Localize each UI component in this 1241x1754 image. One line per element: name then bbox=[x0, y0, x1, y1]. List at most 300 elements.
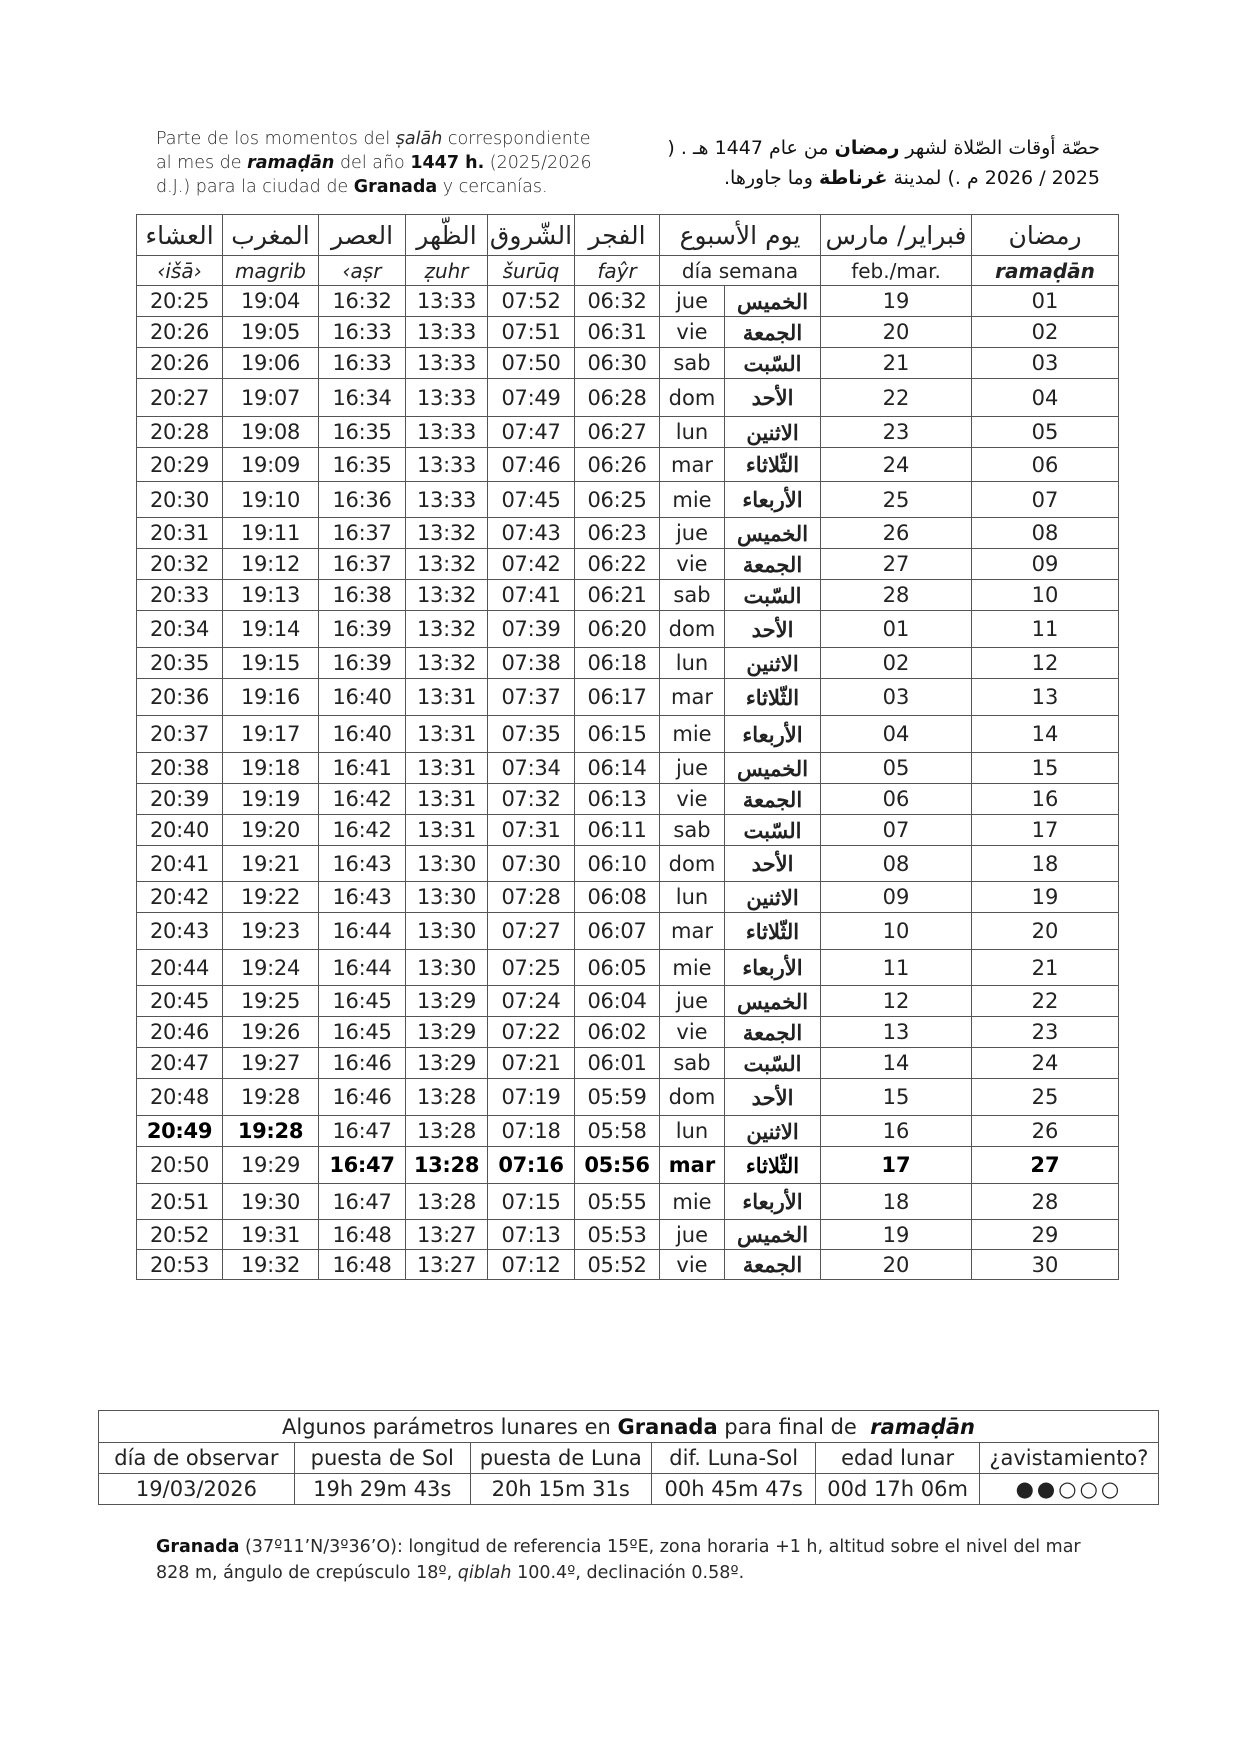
ramadan-day: 07 bbox=[972, 482, 1119, 518]
ramadan-day: 20 bbox=[972, 913, 1119, 950]
table-row bbox=[137, 286, 1119, 317]
febmar-day: 15 bbox=[821, 1079, 972, 1116]
asr-time: 16:45 bbox=[319, 986, 406, 1017]
shuruq-time: 07:34 bbox=[488, 753, 575, 784]
ramadan-day: 24 bbox=[972, 1048, 1119, 1079]
ramadan-day: 25 bbox=[972, 1079, 1119, 1116]
asr-time: 16:33 bbox=[319, 317, 406, 348]
febmar-day: 16 bbox=[821, 1116, 972, 1147]
isha-time: 20:53 bbox=[137, 1250, 223, 1280]
febmar-day: 28 bbox=[821, 580, 972, 611]
weekday-ar: الثّلاثاء bbox=[725, 1147, 821, 1184]
fajr-time: 05:59 bbox=[575, 1079, 660, 1116]
isha-time: 20:41 bbox=[137, 846, 223, 882]
febmar-day: 19 bbox=[821, 286, 972, 317]
ramadan-day: 19 bbox=[972, 882, 1119, 913]
ramadan-day: 28 bbox=[972, 1184, 1119, 1220]
isha-time: 20:32 bbox=[137, 549, 223, 580]
magrib-time: 19:15 bbox=[223, 648, 319, 679]
zuhr-time: 13:32 bbox=[406, 580, 488, 611]
weekday: mie bbox=[660, 716, 725, 753]
fajr-time: 06:20 bbox=[575, 611, 660, 648]
weekday-ar: الخميس bbox=[725, 1220, 821, 1250]
ramadan-day: 27 bbox=[972, 1147, 1119, 1184]
header-isha-ar: العشاء bbox=[137, 215, 223, 256]
header-ramadan-ar: رمضان bbox=[972, 215, 1119, 256]
febmar-day: 02 bbox=[821, 648, 972, 679]
isha-time: 20:30 bbox=[137, 482, 223, 518]
ramadan-day: 11 bbox=[972, 611, 1119, 648]
weekday: jue bbox=[660, 518, 725, 549]
table-row bbox=[137, 1017, 1119, 1048]
ramadan-day: 17 bbox=[972, 815, 1119, 846]
magrib-time: 19:14 bbox=[223, 611, 319, 648]
ramadan-day: 04 bbox=[972, 379, 1119, 417]
zuhr-time: 13:31 bbox=[406, 753, 488, 784]
shuruq-time: 07:30 bbox=[488, 846, 575, 882]
isha-time: 20:40 bbox=[137, 815, 223, 846]
header-row-transliteration bbox=[137, 256, 1119, 286]
weekday-ar: الأربعاء bbox=[725, 1184, 821, 1220]
salah-term: ṣalāh bbox=[395, 129, 443, 149]
lunar-header-moon-sun-diff: dif. Luna-Sol bbox=[651, 1443, 816, 1474]
asr-time: 16:48 bbox=[319, 1250, 406, 1280]
zuhr-time: 13:29 bbox=[406, 986, 488, 1017]
table-row bbox=[137, 348, 1119, 379]
weekday-ar: الجمعة bbox=[725, 317, 821, 348]
table-row bbox=[137, 549, 1119, 580]
weekday-ar: السّبت bbox=[725, 815, 821, 846]
weekday-ar: الأربعاء bbox=[725, 950, 821, 986]
zuhr-time: 13:31 bbox=[406, 716, 488, 753]
location-footnote bbox=[156, 1534, 1106, 1586]
fajr-time: 05:53 bbox=[575, 1220, 660, 1250]
ramadan-term: ramaḍān bbox=[247, 153, 335, 173]
fajr-time: 06:14 bbox=[575, 753, 660, 784]
shuruq-time: 07:38 bbox=[488, 648, 575, 679]
shuruq-time: 07:15 bbox=[488, 1184, 575, 1220]
header-fajr-ar: الفجر bbox=[575, 215, 660, 256]
asr-time: 16:32 bbox=[319, 286, 406, 317]
shuruq-time: 07:50 bbox=[488, 348, 575, 379]
febmar-day: 12 bbox=[821, 986, 972, 1017]
febmar-day: 25 bbox=[821, 482, 972, 518]
shuruq-time: 07:45 bbox=[488, 482, 575, 518]
table-row bbox=[137, 1079, 1119, 1116]
febmar-day: 04 bbox=[821, 716, 972, 753]
weekday: jue bbox=[660, 753, 725, 784]
isha-time: 20:26 bbox=[137, 348, 223, 379]
weekday-ar: الأحد bbox=[725, 611, 821, 648]
shuruq-time: 07:24 bbox=[488, 986, 575, 1017]
weekday: dom bbox=[660, 1079, 725, 1116]
table-row bbox=[137, 1048, 1119, 1079]
ramadan-day: 16 bbox=[972, 784, 1119, 815]
fajr-time: 06:21 bbox=[575, 580, 660, 611]
header-weekday: día semana bbox=[660, 256, 821, 286]
febmar-day: 26 bbox=[821, 518, 972, 549]
febmar-day: 05 bbox=[821, 753, 972, 784]
isha-time: 20:31 bbox=[137, 518, 223, 549]
zuhr-time: 13:29 bbox=[406, 1017, 488, 1048]
weekday-ar: السّبت bbox=[725, 580, 821, 611]
magrib-time: 19:21 bbox=[223, 846, 319, 882]
zuhr-time: 13:27 bbox=[406, 1250, 488, 1280]
lunar-title-text: Algunos parámetros lunares en bbox=[282, 1414, 618, 1439]
header-febmar-ar: فبراير/ مارس bbox=[821, 215, 972, 256]
header-asr-ar: العصر bbox=[319, 215, 406, 256]
intro-ar-text: من عام 1447 هـ . ( 2025 / 2026 م .) لمدينة bbox=[667, 137, 1100, 189]
isha-time: 20:38 bbox=[137, 753, 223, 784]
shuruq-time: 07:25 bbox=[488, 950, 575, 986]
asr-time: 16:47 bbox=[319, 1116, 406, 1147]
magrib-time: 19:28 bbox=[223, 1116, 319, 1147]
asr-time: 16:44 bbox=[319, 950, 406, 986]
magrib-time: 19:16 bbox=[223, 679, 319, 716]
table-row bbox=[137, 1147, 1119, 1184]
isha-time: 20:35 bbox=[137, 648, 223, 679]
febmar-day: 20 bbox=[821, 1250, 972, 1280]
febmar-day: 13 bbox=[821, 1017, 972, 1048]
asr-time: 16:35 bbox=[319, 448, 406, 482]
table-row bbox=[137, 882, 1119, 913]
ramadan-day: 26 bbox=[972, 1116, 1119, 1147]
fajr-time: 06:17 bbox=[575, 679, 660, 716]
weekday: mar bbox=[660, 1147, 725, 1184]
lunar-header-observation-day: día de observar bbox=[99, 1443, 295, 1474]
asr-time: 16:38 bbox=[319, 580, 406, 611]
zuhr-time: 13:28 bbox=[406, 1116, 488, 1147]
ramadan-day: 09 bbox=[972, 549, 1119, 580]
weekday: mie bbox=[660, 950, 725, 986]
magrib-time: 19:07 bbox=[223, 379, 319, 417]
zuhr-time: 13:31 bbox=[406, 784, 488, 815]
lunar-title-row bbox=[99, 1411, 1159, 1443]
weekday: jue bbox=[660, 1220, 725, 1250]
fajr-time: 06:32 bbox=[575, 286, 660, 317]
fajr-time: 06:02 bbox=[575, 1017, 660, 1048]
isha-time: 20:49 bbox=[137, 1116, 223, 1147]
zuhr-time: 13:32 bbox=[406, 549, 488, 580]
asr-time: 16:36 bbox=[319, 482, 406, 518]
ramadan-day: 23 bbox=[972, 1017, 1119, 1048]
table-row bbox=[137, 986, 1119, 1017]
lunar-header-sunset: puesta de Sol bbox=[294, 1443, 470, 1474]
ramadan-day: 21 bbox=[972, 950, 1119, 986]
hijri-year: 1447 h. bbox=[410, 153, 485, 173]
weekday: lun bbox=[660, 417, 725, 448]
zuhr-time: 13:33 bbox=[406, 286, 488, 317]
header-row-arabic bbox=[137, 215, 1119, 256]
febmar-day: 08 bbox=[821, 846, 972, 882]
ramadan-day: 08 bbox=[972, 518, 1119, 549]
fajr-time: 06:07 bbox=[575, 913, 660, 950]
weekday-ar: الأحد bbox=[725, 1079, 821, 1116]
shuruq-time: 07:35 bbox=[488, 716, 575, 753]
asr-time: 16:43 bbox=[319, 882, 406, 913]
asr-time: 16:33 bbox=[319, 348, 406, 379]
lunar-moon-sun-diff: 00h 45m 47s bbox=[651, 1474, 816, 1505]
shuruq-time: 07:52 bbox=[488, 286, 575, 317]
zuhr-time: 13:30 bbox=[406, 950, 488, 986]
weekday: vie bbox=[660, 549, 725, 580]
isha-time: 20:36 bbox=[137, 679, 223, 716]
city-name: Granada bbox=[353, 177, 438, 197]
isha-time: 20:37 bbox=[137, 716, 223, 753]
weekday: vie bbox=[660, 317, 725, 348]
intro-text: del año bbox=[334, 153, 411, 173]
zuhr-time: 13:33 bbox=[406, 482, 488, 518]
header-shuruq: šurūq bbox=[488, 256, 575, 286]
header-ramadan: ramaḍān bbox=[972, 256, 1119, 286]
shuruq-time: 07:19 bbox=[488, 1079, 575, 1116]
zuhr-time: 13:33 bbox=[406, 348, 488, 379]
shuruq-time: 07:32 bbox=[488, 784, 575, 815]
table-row bbox=[137, 648, 1119, 679]
isha-time: 20:47 bbox=[137, 1048, 223, 1079]
fajr-time: 06:05 bbox=[575, 950, 660, 986]
shuruq-time: 07:51 bbox=[488, 317, 575, 348]
zuhr-time: 13:28 bbox=[406, 1184, 488, 1220]
febmar-day: 07 bbox=[821, 815, 972, 846]
weekday-ar: الاثنين bbox=[725, 1116, 821, 1147]
sighting-rating-dots: ●●○○○ bbox=[979, 1474, 1158, 1505]
magrib-time: 19:04 bbox=[223, 286, 319, 317]
table-row bbox=[137, 1116, 1119, 1147]
shuruq-time: 07:18 bbox=[488, 1116, 575, 1147]
weekday: mar bbox=[660, 448, 725, 482]
lunar-value-row bbox=[99, 1474, 1159, 1505]
lunar-sunset: 19h 29m 43s bbox=[294, 1474, 470, 1505]
weekday: dom bbox=[660, 379, 725, 417]
isha-time: 20:44 bbox=[137, 950, 223, 986]
intro-text: (2025/2026 d.J.) para la ciudad de bbox=[156, 153, 592, 197]
magrib-time: 19:09 bbox=[223, 448, 319, 482]
table-row bbox=[137, 913, 1119, 950]
weekday: jue bbox=[660, 986, 725, 1017]
asr-time: 16:48 bbox=[319, 1220, 406, 1250]
zuhr-time: 13:27 bbox=[406, 1220, 488, 1250]
asr-time: 16:37 bbox=[319, 549, 406, 580]
zuhr-time: 13:29 bbox=[406, 1048, 488, 1079]
weekday: mar bbox=[660, 679, 725, 716]
fajr-time: 05:56 bbox=[575, 1147, 660, 1184]
magrib-time: 19:30 bbox=[223, 1184, 319, 1220]
intro-text: y cercanías. bbox=[437, 177, 548, 197]
shuruq-time: 07:12 bbox=[488, 1250, 575, 1280]
shuruq-time: 07:21 bbox=[488, 1048, 575, 1079]
lunar-moonset: 20h 15m 31s bbox=[470, 1474, 651, 1505]
asr-time: 16:40 bbox=[319, 679, 406, 716]
asr-time: 16:39 bbox=[319, 611, 406, 648]
asr-time: 16:47 bbox=[319, 1147, 406, 1184]
fajr-time: 06:10 bbox=[575, 846, 660, 882]
city-name-ar: غرناطة bbox=[818, 167, 888, 189]
isha-time: 20:51 bbox=[137, 1184, 223, 1220]
magrib-time: 19:08 bbox=[223, 417, 319, 448]
zuhr-time: 13:32 bbox=[406, 611, 488, 648]
febmar-day: 14 bbox=[821, 1048, 972, 1079]
isha-time: 20:33 bbox=[137, 580, 223, 611]
magrib-time: 19:19 bbox=[223, 784, 319, 815]
asr-time: 16:42 bbox=[319, 815, 406, 846]
febmar-day: 03 bbox=[821, 679, 972, 716]
shuruq-time: 07:41 bbox=[488, 580, 575, 611]
ramadan-day: 03 bbox=[972, 348, 1119, 379]
magrib-time: 19:06 bbox=[223, 348, 319, 379]
lunar-title-text: para final de bbox=[717, 1414, 864, 1439]
zuhr-time: 13:31 bbox=[406, 679, 488, 716]
fajr-time: 06:22 bbox=[575, 549, 660, 580]
weekday: dom bbox=[660, 611, 725, 648]
shuruq-time: 07:27 bbox=[488, 913, 575, 950]
table-row bbox=[137, 1220, 1119, 1250]
zuhr-time: 13:30 bbox=[406, 882, 488, 913]
fajr-time: 06:30 bbox=[575, 348, 660, 379]
lunar-title-ramadan: ramaḍān bbox=[870, 1414, 975, 1439]
shuruq-time: 07:37 bbox=[488, 679, 575, 716]
magrib-time: 19:25 bbox=[223, 986, 319, 1017]
weekday-ar: الأحد bbox=[725, 846, 821, 882]
shuruq-time: 07:43 bbox=[488, 518, 575, 549]
weekday: vie bbox=[660, 784, 725, 815]
magrib-time: 19:28 bbox=[223, 1079, 319, 1116]
asr-time: 16:39 bbox=[319, 648, 406, 679]
magrib-time: 19:12 bbox=[223, 549, 319, 580]
weekday: lun bbox=[660, 648, 725, 679]
ramadan-ar: رمضان bbox=[834, 137, 900, 159]
asr-time: 16:35 bbox=[319, 417, 406, 448]
fajr-time: 06:25 bbox=[575, 482, 660, 518]
weekday-ar: الأربعاء bbox=[725, 716, 821, 753]
asr-time: 16:45 bbox=[319, 1017, 406, 1048]
isha-time: 20:39 bbox=[137, 784, 223, 815]
shuruq-time: 07:31 bbox=[488, 815, 575, 846]
shuruq-time: 07:13 bbox=[488, 1220, 575, 1250]
fajr-time: 06:27 bbox=[575, 417, 660, 448]
weekday-ar: الجمعة bbox=[725, 549, 821, 580]
weekday-ar: الخميس bbox=[725, 286, 821, 317]
isha-time: 20:50 bbox=[137, 1147, 223, 1184]
weekday: vie bbox=[660, 1250, 725, 1280]
weekday: jue bbox=[660, 286, 725, 317]
febmar-day: 24 bbox=[821, 448, 972, 482]
magrib-time: 19:22 bbox=[223, 882, 319, 913]
lunar-title-city: Granada bbox=[617, 1414, 718, 1439]
weekday-ar: السّبت bbox=[725, 1048, 821, 1079]
fajr-time: 06:11 bbox=[575, 815, 660, 846]
isha-time: 20:34 bbox=[137, 611, 223, 648]
prayer-times-table bbox=[136, 214, 1119, 1280]
magrib-time: 19:29 bbox=[223, 1147, 319, 1184]
weekday-ar: الجمعة bbox=[725, 1250, 821, 1280]
asr-time: 16:40 bbox=[319, 716, 406, 753]
isha-time: 20:27 bbox=[137, 379, 223, 417]
lunar-moon-age: 00d 17h 06m bbox=[816, 1474, 979, 1505]
febmar-day: 20 bbox=[821, 317, 972, 348]
intro-spanish bbox=[156, 127, 601, 199]
zuhr-time: 13:32 bbox=[406, 648, 488, 679]
shuruq-time: 07:42 bbox=[488, 549, 575, 580]
isha-time: 20:45 bbox=[137, 986, 223, 1017]
asr-time: 16:42 bbox=[319, 784, 406, 815]
zuhr-time: 13:28 bbox=[406, 1147, 488, 1184]
shuruq-time: 07:47 bbox=[488, 417, 575, 448]
weekday-ar: الاثنين bbox=[725, 648, 821, 679]
magrib-time: 19:23 bbox=[223, 913, 319, 950]
footnote-text: 100.4º, declinación 0.58º. bbox=[511, 1563, 745, 1583]
febmar-day: 18 bbox=[821, 1184, 972, 1220]
header-magrib: magrib bbox=[223, 256, 319, 286]
ramadan-day: 05 bbox=[972, 417, 1119, 448]
weekday-ar: الثّلاثاء bbox=[725, 679, 821, 716]
fajr-time: 06:28 bbox=[575, 379, 660, 417]
asr-time: 16:46 bbox=[319, 1079, 406, 1116]
table-row bbox=[137, 518, 1119, 549]
intro-text: Parte de los momentos del bbox=[156, 129, 396, 149]
weekday: mar bbox=[660, 913, 725, 950]
header-asr: ‹aṣr bbox=[319, 256, 406, 286]
table-row bbox=[137, 753, 1119, 784]
weekday-ar: الخميس bbox=[725, 753, 821, 784]
table-row bbox=[137, 482, 1119, 518]
header-febmar: feb./mar. bbox=[821, 256, 972, 286]
header-isha: ‹išā› bbox=[137, 256, 223, 286]
zuhr-time: 13:33 bbox=[406, 448, 488, 482]
weekday-ar: الثّلاثاء bbox=[725, 913, 821, 950]
lunar-header-moonset: puesta de Luna bbox=[470, 1443, 651, 1474]
weekday-ar: الخميس bbox=[725, 518, 821, 549]
isha-time: 20:48 bbox=[137, 1079, 223, 1116]
lunar-title bbox=[99, 1411, 1159, 1443]
magrib-time: 19:05 bbox=[223, 317, 319, 348]
febmar-day: 11 bbox=[821, 950, 972, 986]
zuhr-time: 13:30 bbox=[406, 913, 488, 950]
zuhr-time: 13:33 bbox=[406, 379, 488, 417]
asr-time: 16:46 bbox=[319, 1048, 406, 1079]
shuruq-time: 07:46 bbox=[488, 448, 575, 482]
weekday-ar: السّبت bbox=[725, 348, 821, 379]
table-row bbox=[137, 417, 1119, 448]
header-zuhr: ẓuhr bbox=[406, 256, 488, 286]
table-row bbox=[137, 611, 1119, 648]
ramadan-day: 15 bbox=[972, 753, 1119, 784]
febmar-day: 22 bbox=[821, 379, 972, 417]
table-row bbox=[137, 716, 1119, 753]
magrib-time: 19:18 bbox=[223, 753, 319, 784]
weekday-ar: الأحد bbox=[725, 379, 821, 417]
zuhr-time: 13:33 bbox=[406, 417, 488, 448]
table-row bbox=[137, 580, 1119, 611]
fajr-time: 05:55 bbox=[575, 1184, 660, 1220]
ramadan-day: 10 bbox=[972, 580, 1119, 611]
febmar-day: 09 bbox=[821, 882, 972, 913]
fajr-time: 06:31 bbox=[575, 317, 660, 348]
table-row bbox=[137, 950, 1119, 986]
asr-time: 16:44 bbox=[319, 913, 406, 950]
isha-time: 20:42 bbox=[137, 882, 223, 913]
weekday: sab bbox=[660, 1048, 725, 1079]
febmar-day: 19 bbox=[821, 1220, 972, 1250]
weekday: vie bbox=[660, 1017, 725, 1048]
intro-ar-text: وما جاورها. bbox=[723, 167, 819, 189]
ramadan-day: 29 bbox=[972, 1220, 1119, 1250]
table-row bbox=[137, 448, 1119, 482]
zuhr-time: 13:33 bbox=[406, 317, 488, 348]
weekday-ar: الاثنين bbox=[725, 417, 821, 448]
footnote-text: (37º11’N/3º36’O): longitud de referencia 15ºE, zona horaria +1 h, altitud sobre el nivel del mar 828 m, ángulo de crepúsculo 18º, bbox=[156, 1537, 1081, 1583]
magrib-time: 19:10 bbox=[223, 482, 319, 518]
